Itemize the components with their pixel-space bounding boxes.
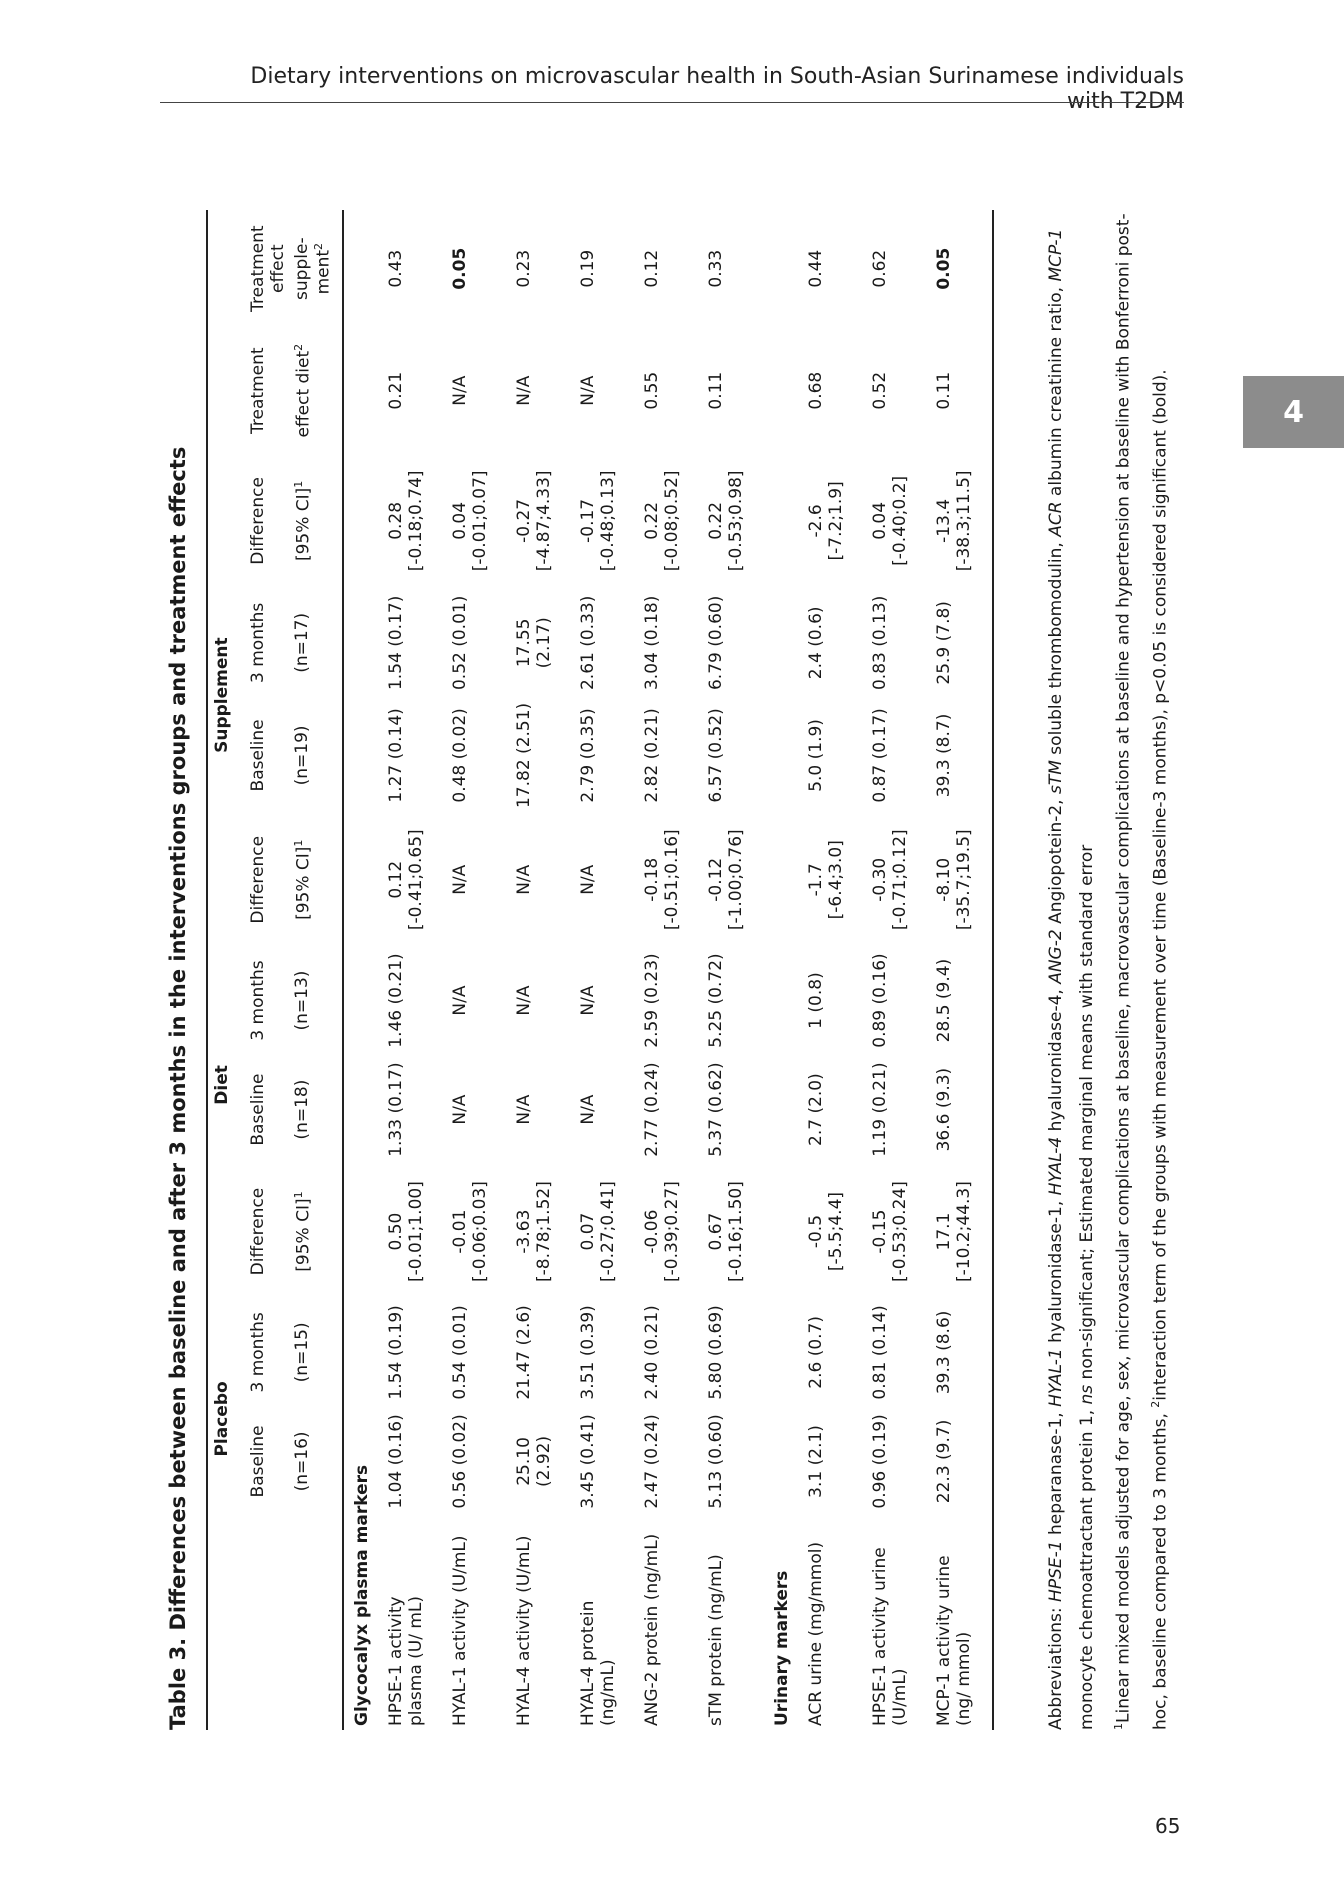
col-diet-3m: 3 months — [248, 960, 268, 1041]
col-placebo-diff-ci: [95% CI]$^1$ — [288, 1165, 343, 1299]
table-row — [800, 210, 864, 1730]
cell-te-d: 0.11 — [705, 371, 726, 410]
cell-s-d: 0.04 [-0.40;0.2] — [869, 475, 910, 566]
cell-d-3: N/A — [449, 985, 470, 1016]
table-row — [636, 210, 700, 1730]
n-supp-baseline: (n=19) — [288, 698, 343, 813]
cell-d-3: 0.89 (0.16) — [869, 953, 890, 1048]
cell-d-d: -0.12 [-1.00;0.76] — [705, 829, 746, 931]
table-row — [572, 210, 636, 1730]
n-placebo-baseline: (n=16) — [288, 1406, 343, 1516]
col-diet-diff: Difference — [248, 835, 268, 924]
cell-d-d: -1.7 [-6.4;3.0] — [805, 840, 846, 920]
row-label: ANG-2 protein (ng/mL) — [641, 1533, 662, 1726]
n-row — [288, 210, 343, 1730]
cell-te-d: N/A — [513, 375, 534, 406]
cell-te-s: 0.62 — [869, 249, 890, 288]
col-te-supp: Treatment effect — [248, 225, 288, 312]
cell-s-3: 25.9 (7.8) — [928, 588, 993, 698]
row-label: sTM protein (ng/mL) — [705, 1554, 726, 1726]
cell-s-b: 1.27 (0.14) — [385, 708, 406, 803]
cell-d-b: N/A — [513, 1094, 534, 1125]
cell-s-d: 0.04 [-0.01;0.07] — [449, 470, 490, 572]
header-rule — [160, 102, 1184, 103]
table-row — [700, 210, 764, 1730]
cell-d-3: 5.25 (0.72) — [705, 953, 726, 1048]
cell-te-d: 0.11 — [928, 327, 993, 454]
cell-d-3: 28.5 (9.4) — [928, 947, 993, 1055]
cell-p-b: 0.56 (0.02) — [449, 1414, 470, 1509]
footnote-abbreviations: Abbreviations: HPSE-1 heparanase-1, HYAL-1 hyaluronidase-1, HYAL-4 hyaluronidase-4, ANG-2 Angiopotein-2, sTM soluble thrombomodulin, ACR albumin creatinine ratio, MCP-1 monocyte chemoattractant protein 1, ns non-significant; Estimated marginal means with standard error — [1046, 228, 1097, 1730]
cell-s-3: 2.4 (0.6) — [805, 606, 826, 680]
cell-p-d: -0.15 [-0.53;0.24] — [869, 1181, 910, 1282]
cell-p-3: 5.80 (0.69) — [705, 1305, 726, 1400]
rotated-table-block — [161, 165, 1181, 1735]
cell-s-b: 0.48 (0.02) — [449, 708, 470, 803]
column-header-row — [242, 210, 288, 1730]
table-row — [928, 210, 993, 1730]
cell-p-3: 1.54 (0.19) — [385, 1305, 406, 1400]
section-urinary: Urinary markers — [771, 1570, 792, 1726]
cell-d-3: N/A — [577, 985, 598, 1016]
cell-d-b: 2.7 (2.0) — [805, 1073, 826, 1146]
cell-d-d: N/A — [449, 864, 470, 895]
cell-te-s: 0.23 — [513, 249, 534, 288]
cell-d-d: -8.10 [-35.7;19.5] — [928, 813, 993, 947]
cell-p-b: 2.47 (0.24) — [641, 1414, 662, 1509]
cell-d-3: 1 (0.8) — [805, 972, 826, 1029]
cell-p-b: 22.3 (9.7) — [928, 1406, 993, 1516]
cell-s-d: -2.6 [-7.2;1.9] — [805, 481, 846, 561]
cell-s-b: 2.82 (0.21) — [641, 708, 662, 803]
col-placebo-3m: 3 months — [248, 1312, 268, 1393]
col-supp-diff: Difference — [248, 477, 268, 565]
n-diet-baseline: (n=18) — [288, 1054, 343, 1164]
cell-p-3: 2.40 (0.21) — [641, 1305, 662, 1400]
col-te-diet: Treatment — [248, 347, 268, 434]
cell-p-3: 0.81 (0.14) — [869, 1305, 890, 1400]
n-supp-3m: (n=17) — [288, 588, 343, 698]
group-header-row — [207, 210, 242, 1730]
cell-p-d: 0.67 [-0.16;1.50] — [705, 1181, 746, 1282]
cell-s-b: 2.79 (0.35) — [577, 708, 598, 803]
table-row — [380, 210, 444, 1730]
row-label: HPSE-1 activity urine (U/mL) — [869, 1547, 910, 1726]
row-label: ACR urine (mg/mmol) — [805, 1541, 826, 1726]
row-label: HYAL-4 activity (U/mL) — [513, 1535, 534, 1726]
cell-d-d: N/A — [513, 864, 534, 895]
cell-d-b: 1.19 (0.21) — [869, 1062, 890, 1157]
cell-s-3: 0.52 (0.01) — [449, 595, 470, 691]
cell-s-3: 0.83 (0.13) — [869, 595, 890, 691]
cell-p-3: 0.54 (0.01) — [449, 1305, 470, 1400]
group-placebo: Placebo — [207, 1165, 242, 1517]
cell-te-d: N/A — [577, 375, 598, 406]
table-title: Table 3. Differences between baseline and after 3 months in the interventions groups and treatment effects — [166, 446, 190, 1730]
cell-p-b: 3.45 (0.41) — [577, 1414, 598, 1509]
n-diet-3m: (n=13) — [288, 947, 343, 1055]
cell-p-d: -0.06 [-0.39;0.27] — [641, 1181, 682, 1282]
section-glycocalyx: Glycocalyx plasma markers — [351, 1464, 372, 1726]
cell-s-d: 0.22 [-0.08;0.52] — [641, 470, 682, 572]
cell-p-b: 1.04 (0.16) — [385, 1414, 406, 1509]
cell-s-b: 0.87 (0.17) — [869, 708, 890, 803]
col-te-diet-line2: effect diet$^2$ — [288, 327, 343, 454]
cell-p-3: 2.6 (0.7) — [805, 1316, 826, 1389]
cell-s-3: 1.54 (0.17) — [385, 595, 406, 691]
col-diet-baseline: Baseline — [248, 1073, 268, 1146]
cell-d-d: 0.12 [-0.41;0.65] — [385, 829, 426, 931]
col-te-supp-line3: supple- ment$^2$ — [288, 210, 343, 327]
n-placebo-3m: (n=15) — [288, 1298, 343, 1406]
cell-p-d: 0.07 [-0.27;0.41] — [577, 1181, 618, 1282]
row-label: HYAL-4 protein (ng/mL) — [577, 1600, 618, 1726]
running-header: Dietary interventions on microvascular health in South-Asian Surinamese individuals with T2DM — [250, 64, 1184, 114]
cell-p-d: -0.5 [-5.5;4.4] — [805, 1191, 846, 1272]
cell-d-3: N/A — [513, 985, 534, 1016]
cell-d-b: N/A — [577, 1094, 598, 1125]
col-placebo-baseline: Baseline — [248, 1425, 268, 1498]
col-diet-diff-ci: [95% CI]$^1$ — [288, 813, 343, 947]
cell-d-b: 36.6 (9.3) — [928, 1054, 993, 1164]
cell-te-d: N/A — [449, 375, 470, 406]
cell-s-d: -0.17 [-0.48;0.13] — [577, 470, 618, 572]
cell-p-b: 3.1 (2.1) — [805, 1425, 826, 1498]
results-table — [206, 210, 994, 1730]
cell-s-d: -13.4 [-38.3;11.5] — [928, 454, 993, 588]
cell-p-d: -0.01 [-0.06;0.03] — [449, 1181, 490, 1282]
table-row — [444, 210, 508, 1730]
cell-d-b: N/A — [449, 1094, 470, 1125]
cell-te-s: 0.44 — [805, 249, 826, 288]
cell-te-d: 0.52 — [869, 371, 890, 410]
cell-s-b: 6.57 (0.52) — [705, 708, 726, 803]
cell-s-b: 17.82 (2.51) — [513, 702, 534, 809]
group-diet: Diet — [207, 813, 242, 1165]
cell-s-d: 0.28 [-0.18;0.74] — [385, 470, 426, 572]
cell-s-b: 39.3 (8.7) — [928, 698, 993, 813]
cell-te-s: 0.12 — [641, 249, 662, 288]
cell-s-b: 5.0 (1.9) — [805, 719, 826, 792]
cell-te-d: 0.21 — [385, 371, 406, 410]
cell-te-s: 0.19 — [577, 249, 598, 288]
cell-p-d: -3.63 [-8.78;1.52] — [513, 1181, 554, 1282]
table-body — [343, 210, 993, 1730]
page-number: 65 — [1155, 1814, 1181, 1838]
cell-p-d: 0.50 [-0.01;1.00] — [385, 1181, 426, 1282]
group-supplement: Supplement — [207, 454, 242, 813]
cell-te-s: 0.33 — [705, 249, 726, 288]
cell-te-d: 0.55 — [641, 371, 662, 410]
cell-p-3: 21.47 (2.6) — [513, 1305, 534, 1400]
row-label: HYAL-1 activity (U/mL) — [449, 1535, 470, 1726]
cell-p-d: 17.1 [-10.2;44.3] — [928, 1165, 993, 1299]
cell-d-3: 2.59 (0.23) — [641, 953, 662, 1048]
col-supp-3m: 3 months — [248, 602, 268, 683]
cell-p-b: 0.96 (0.19) — [869, 1414, 890, 1509]
table-row — [508, 210, 572, 1730]
cell-s-d: 0.22 [-0.53;0.98] — [705, 470, 746, 572]
cell-d-d: -0.30 [-0.71;0.12] — [869, 829, 910, 931]
cell-s-3: 17.55 (2.17) — [513, 617, 554, 669]
footnote-1: $^1$Linear mixed models adjusted for age, sex, microvascular complications at baseline, macrovascular complications at baseline and hypertension at baseline with Bonferroni post-hoc, baseline compared to 3 months, $^2$interaction term of the groups with measurement over time (Baseline-3 months), p<0.05 is considered significant (bold). — [1112, 213, 1171, 1730]
cell-s-3: 3.04 (0.18) — [641, 595, 662, 691]
cell-d-b: 1.33 (0.17) — [385, 1062, 406, 1157]
cell-p-b: 5.13 (0.60) — [705, 1414, 726, 1509]
cell-te-s: 0.05 — [928, 210, 993, 327]
col-placebo-diff: Difference — [248, 1187, 268, 1276]
cell-te-s: 0.05 — [449, 247, 470, 290]
cell-p-b: 25.10 (2.92) — [513, 1435, 554, 1487]
cell-p-3: 3.51 (0.39) — [577, 1305, 598, 1400]
cell-d-b: 5.37 (0.62) — [705, 1062, 726, 1157]
row-label: HPSE-1 activity plasma (U/ mL) — [385, 1595, 426, 1726]
cell-s-d: -0.27 [-4.87;4.33] — [513, 470, 554, 572]
cell-te-s: 0.43 — [385, 249, 406, 288]
cell-d-d: N/A — [577, 864, 598, 895]
cell-s-3: 2.61 (0.33) — [577, 595, 598, 691]
col-supp-baseline: Baseline — [248, 719, 268, 792]
cell-d-d: -0.18 [-0.51;0.16] — [641, 829, 682, 931]
cell-p-3: 39.3 (8.6) — [928, 1298, 993, 1406]
footnotes — [1041, 210, 1176, 1730]
row-label: MCP-1 activity urine (ng/ mmol) — [928, 1517, 993, 1730]
chapter-tab: 4 — [1243, 376, 1344, 448]
col-supp-diff-ci: [95% CI]$^1$ — [288, 454, 343, 588]
cell-s-3: 6.79 (0.60) — [705, 595, 726, 691]
cell-d-3: 1.46 (0.21) — [385, 953, 406, 1048]
cell-d-b: 2.77 (0.24) — [641, 1062, 662, 1157]
table-row — [864, 210, 928, 1730]
cell-te-d: 0.68 — [805, 371, 826, 410]
